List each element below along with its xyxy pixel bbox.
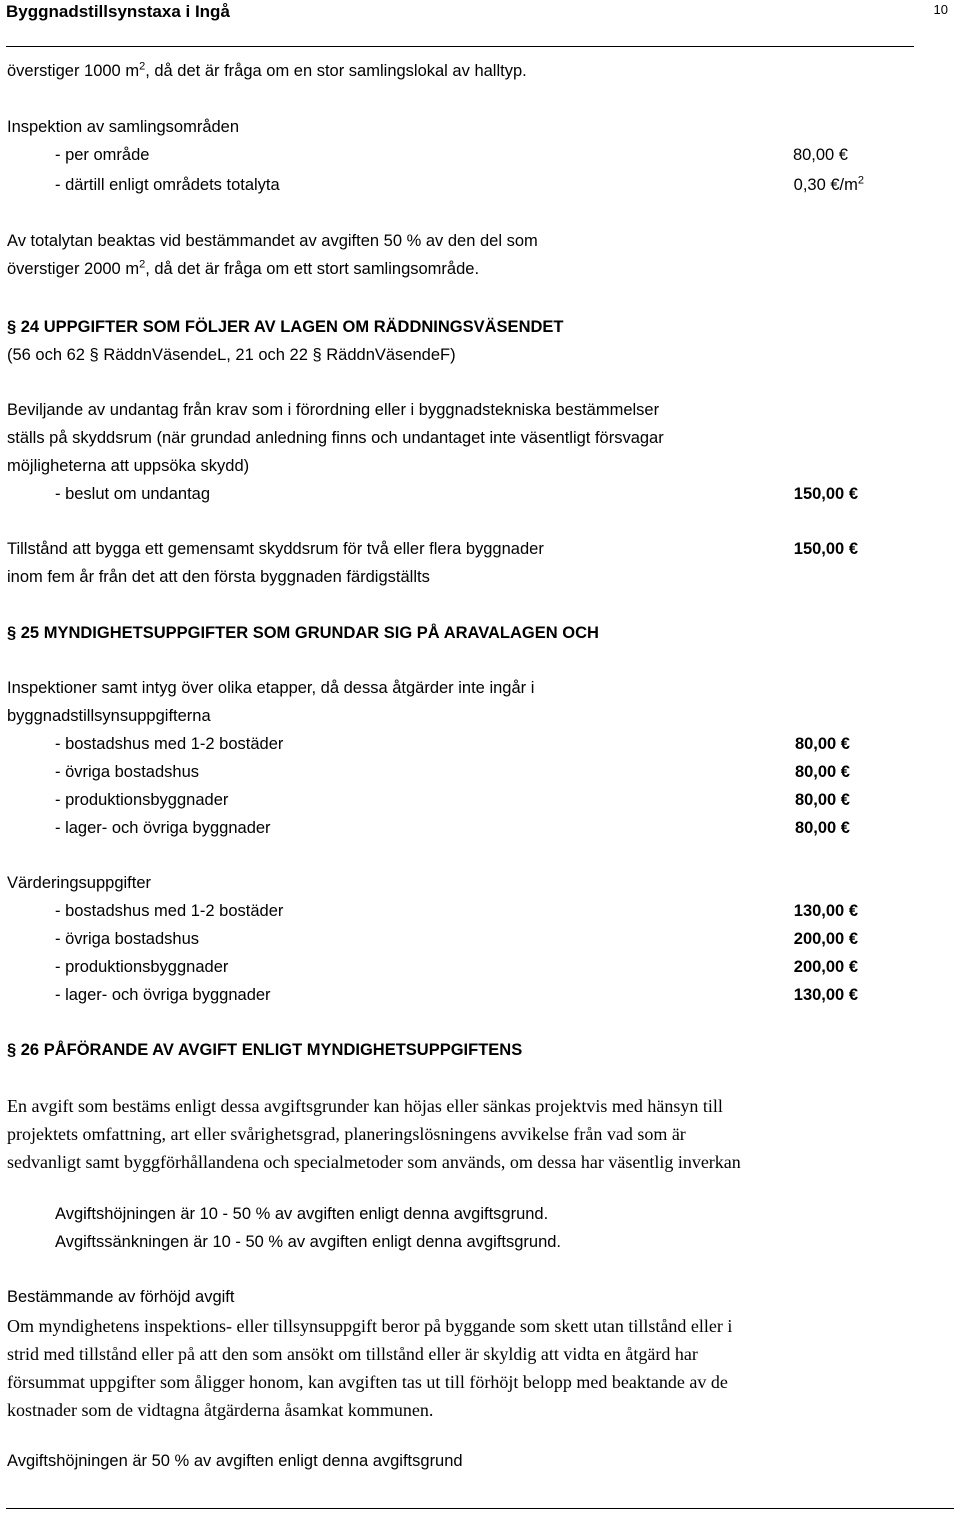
samling-row-amount: 80,00 € bbox=[792, 146, 848, 164]
samling-note: Av totalytan beaktas vid bestämmandet av avgiften 50 % av den del som bbox=[7, 232, 538, 250]
final-increase-note: Avgiftshöjningen är 50 % av avgiften enligt denna avgiftsgrund bbox=[7, 1452, 463, 1470]
section-25-intro: byggnadstillsynsuppgifterna bbox=[7, 707, 211, 725]
section-24-paragraph: ställs på skyddsrum (när grundad anledning finns och undantaget inte väsentligt försvagar bbox=[7, 429, 664, 447]
samling-heading: Inspektion av samlingsområden bbox=[7, 118, 240, 136]
fee-amount: 130,00 € bbox=[793, 902, 858, 920]
area-amount: 0,30 €/m bbox=[793, 176, 858, 194]
section-26-paragraph: sedvanligt samt byggförhållandena och specialmetoder som används, om dessa har väsentlig inverkan bbox=[7, 1152, 741, 1172]
fee-amount: 200,00 € bbox=[793, 930, 858, 948]
section-24-paragraph: inom fem år från det att den första byggnaden färdigställts bbox=[7, 568, 430, 586]
area-sup: 2 bbox=[857, 174, 864, 187]
fee-amount: 150,00 € bbox=[793, 540, 858, 558]
fee-label: - lager- och övriga byggnader bbox=[55, 986, 271, 1004]
samling-row-label: - per område bbox=[55, 146, 150, 164]
fee-amount: 80,00 € bbox=[794, 763, 850, 781]
section-24-subtitle: (56 och 62 § RäddnVäsendeL, 21 och 22 § RäddnVäsendeF) bbox=[7, 346, 456, 364]
fee-label: - övriga bostadshus bbox=[55, 763, 199, 781]
section-24-paragraph: möjligheterna att uppsöka skydd) bbox=[7, 457, 250, 475]
section-25-intro: Inspektioner samt intyg över olika etapper, då dessa åtgärder inte ingår i bbox=[7, 679, 535, 697]
footer-divider bbox=[6, 1508, 954, 1509]
section-24-paragraph: Tillstånd att bygga ett gemensamt skyddsrum för två eller flera byggnader bbox=[7, 540, 544, 558]
increased-fee-paragraph: strid med tillstånd eller på att den som ansökt om tillstånd eller är skyldig att vidta en åtgärd har bbox=[7, 1344, 698, 1364]
increase-note: Avgiftshöjningen är 10 - 50 % av avgiften enligt denna avgiftsgrund. bbox=[55, 1205, 549, 1223]
decrease-note: Avgiftssänkningen är 10 - 50 % av avgiften enligt denna avgiftsgrund. bbox=[55, 1233, 562, 1251]
intro-text-a: överstiger 1000 m bbox=[7, 62, 140, 80]
note-sup: 2 bbox=[139, 258, 146, 271]
fee-label: - övriga bostadshus bbox=[55, 930, 199, 948]
increased-fee-paragraph: försummat uppgifter som åligger honom, kan avgiften tas ut till förhöjt belopp med beaktande av de bbox=[7, 1372, 728, 1392]
increased-fee-heading: Bestämmande av förhöjd avgift bbox=[7, 1288, 235, 1306]
fee-amount: 130,00 € bbox=[793, 986, 858, 1004]
section-26-paragraph: En avgift som bestäms enligt dessa avgiftsgrunder kan höjas eller sänkas projektvis med hänsyn till bbox=[7, 1096, 723, 1116]
note-text-b: , då det är fråga om ett stort samlingsområde. bbox=[145, 260, 480, 278]
fee-amount: 80,00 € bbox=[794, 819, 850, 837]
samling-row-amount bbox=[740, 176, 864, 195]
fee-label: - bostadshus med 1-2 bostäder bbox=[55, 902, 284, 920]
note-text-a: överstiger 2000 m bbox=[7, 260, 140, 278]
fee-amount: 80,00 € bbox=[794, 735, 850, 753]
fee-label: - lager- och övriga byggnader bbox=[55, 819, 271, 837]
fee-amount: 200,00 € bbox=[793, 958, 858, 976]
section-24-title: § 24 UPPGIFTER SOM FÖLJER AV LAGEN OM RÄDDNINGSVÄSENDET bbox=[7, 318, 564, 336]
intro-line bbox=[7, 62, 527, 81]
section-26-title: § 26 PÅFÖRANDE AV AVGIFT ENLIGT MYNDIGHETSUPPGIFTENS bbox=[7, 1041, 523, 1059]
section-24-paragraph: Beviljande av undantag från krav som i förordning eller i byggnadstekniska bestämmelser bbox=[7, 401, 660, 419]
increased-fee-paragraph: kostnader som de vidtagna åtgärderna åsamkat kommunen. bbox=[7, 1400, 434, 1420]
section-26-paragraph: projektets omfattning, art eller svårighetsgrad, planeringslösningens avvikelse från vad som är bbox=[7, 1124, 686, 1144]
samling-note-line2 bbox=[7, 260, 479, 279]
fee-amount: 150,00 € bbox=[793, 485, 858, 503]
fee-amount: 80,00 € bbox=[794, 791, 850, 809]
fee-label: - produktionsbyggnader bbox=[55, 958, 229, 976]
valuation-heading: Värderingsuppgifter bbox=[7, 874, 152, 892]
fee-label: - bostadshus med 1-2 bostäder bbox=[55, 735, 284, 753]
page-number: 10 bbox=[933, 2, 948, 17]
samling-row-label: - därtill enligt områdets totalyta bbox=[55, 176, 280, 194]
document-title: Byggnadstillsynstaxa i Ingå bbox=[6, 2, 230, 21]
intro-text-b: , då det är fråga om en stor samlingslokal av halltyp. bbox=[145, 62, 527, 80]
fee-label: - beslut om undantag bbox=[55, 485, 211, 503]
fee-label: - produktionsbyggnader bbox=[55, 791, 229, 809]
section-25-title: § 25 MYNDIGHETSUPPGIFTER SOM GRUNDAR SIG PÅ ARAVALAGEN OCH bbox=[7, 624, 599, 642]
header-divider bbox=[6, 46, 914, 47]
intro-sup: 2 bbox=[139, 60, 146, 73]
increased-fee-paragraph: Om myndighetens inspektions- eller tillsynsuppgift beror på byggande som skett utan tillstånd eller i bbox=[7, 1316, 733, 1336]
